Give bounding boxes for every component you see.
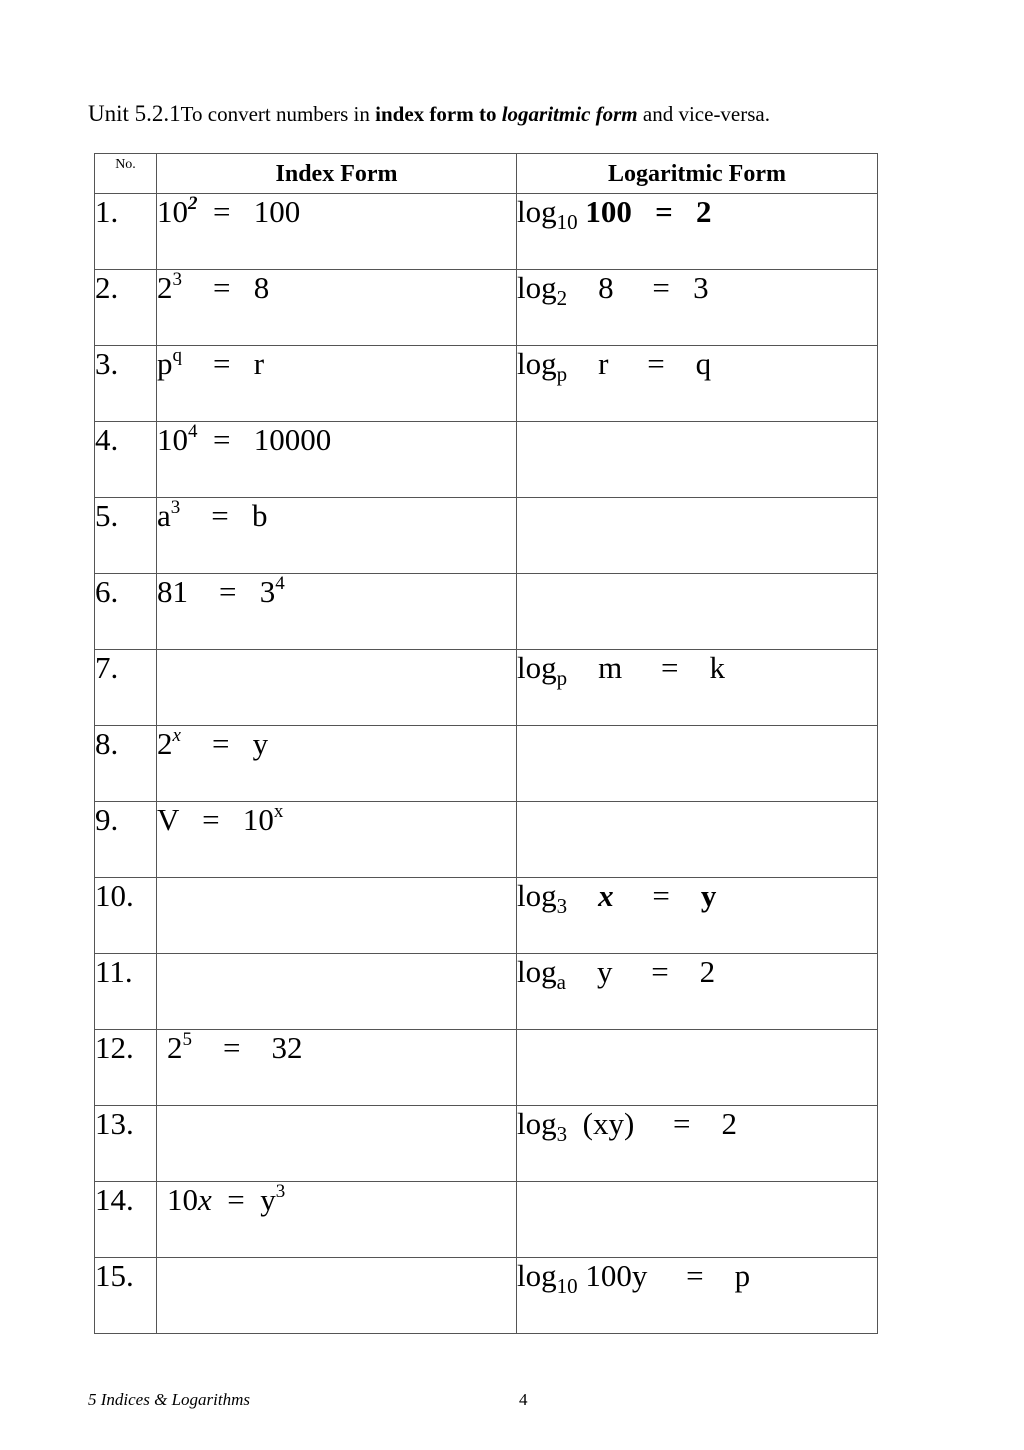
log-word: log [517,954,557,989]
row-number: 4. [95,422,157,498]
heading-text-1: To convert numbers in [180,102,376,126]
index-form-cell [157,650,517,726]
log-base: p [556,362,568,386]
table-row [95,878,878,954]
log-base: a [556,970,566,994]
index-rest: = b [180,498,268,533]
column-header-index-form: Index Form [157,154,517,194]
index-rest: = r [182,346,265,381]
index-base: p [157,346,173,381]
column-header-no: No. [95,154,157,194]
logarithmic-form-cell [517,346,878,422]
log-rest: m = k [567,650,725,685]
index-form-cell [157,1182,517,1258]
row-number: 15. [95,1258,157,1334]
table-header-row [95,154,878,194]
index-form-cell [157,346,517,422]
log-rest: (xy) = 2 [567,1106,738,1141]
logarithmic-form-cell [517,1258,878,1334]
index-form-cell [157,1106,517,1182]
unit-heading [88,101,770,127]
conversion-table [94,153,878,1334]
index-lead: 81 = [157,574,260,609]
log-base: 10 [556,210,578,234]
log-base: 2 [556,286,568,310]
index-lead: V = [157,802,243,837]
table-row [95,1030,878,1106]
logarithmic-form-cell [517,1106,878,1182]
index-base: 10 [242,802,274,837]
table-row [95,802,878,878]
index-variable: x [198,1182,212,1217]
index-form-cell [157,422,517,498]
index-form-cell [157,878,517,954]
log-base: p [556,666,568,690]
table-row [95,194,878,270]
heading-bold-text: index form to [375,102,502,126]
table-row [95,270,878,346]
index-exponent: 2 [188,193,198,214]
index-form-cell [157,1030,517,1106]
log-word: log [517,194,557,229]
table-row [95,422,878,498]
index-equals: = [211,1182,261,1217]
log-base: 3 [556,894,568,918]
index-form-cell [157,270,517,346]
row-number: 6. [95,574,157,650]
row-number: 3. [95,346,157,422]
index-exponent: 3 [172,269,182,290]
logarithmic-form-cell [517,498,878,574]
index-form-cell [157,194,517,270]
logarithmic-form-cell [517,194,878,270]
index-base: 2 [167,1030,183,1065]
index-rest: = 10000 [197,422,332,457]
row-number: 7. [95,650,157,726]
log-equals: = [613,878,701,913]
index-exponent: 5 [182,1029,192,1050]
index-rest: = 32 [192,1030,303,1065]
log-word: log [517,270,557,305]
heading-text-2: and vice-versa. [637,102,770,126]
index-base: y [260,1182,276,1217]
index-form-cell [157,726,517,802]
log-word: log [517,878,557,913]
index-form-cell [157,498,517,574]
index-exponent: 4 [188,421,198,442]
table-row [95,954,878,1030]
index-form-cell [157,574,517,650]
index-base: 10 [157,422,188,457]
log-word: log [517,346,557,381]
row-number: 14. [95,1182,157,1258]
footer-chapter-title: 5 Indices & Logarithms [88,1390,250,1409]
index-rest: = 8 [182,270,270,305]
logarithmic-form-cell [517,954,878,1030]
table-row [95,1258,878,1334]
row-number: 9. [95,802,157,878]
row-number: 1. [95,194,157,270]
row-number: 2. [95,270,157,346]
index-base: 10 [157,194,188,229]
logarithmic-form-cell [517,422,878,498]
index-form-cell [157,1258,517,1334]
table-row [95,346,878,422]
logarithmic-form-cell [517,270,878,346]
log-rest: 8 = 3 [567,270,709,305]
index-form-cell [157,802,517,878]
row-number: 12. [95,1030,157,1106]
index-lead: 10 [167,1182,198,1217]
table-row [95,650,878,726]
log-base: 3 [556,1122,568,1146]
logarithmic-form-cell [517,650,878,726]
log-rest: 100 = 2 [577,194,712,229]
table-row [95,726,878,802]
index-base: 3 [259,574,276,609]
index-exponent: 3 [170,497,181,518]
logarithmic-form-cell [517,726,878,802]
table-row [95,1106,878,1182]
heading-bold-italic-text: logaritmic form [501,102,638,126]
log-rest: 100y = p [577,1258,751,1293]
index-base: 2 [157,270,173,305]
index-exponent: q [172,345,182,366]
logarithmic-form-cell [517,1030,878,1106]
index-rest: = 100 [197,194,301,229]
index-exponent: 4 [275,573,285,594]
logarithmic-form-cell [517,574,878,650]
log-word: log [517,1106,557,1141]
column-header-logarithmic-form: Logaritmic Form [517,154,878,194]
index-rest: = y [180,726,269,761]
index-exponent: x [172,725,181,746]
index-exponent: 3 [275,1181,286,1202]
footer-page-number: 4 [519,1390,528,1409]
row-number: 5. [95,498,157,574]
log-rest: r = q [567,346,712,381]
table-row [95,574,878,650]
index-base: 2 [157,726,173,761]
row-number: 10. [95,878,157,954]
index-form-cell [157,954,517,1030]
row-number: 11. [95,954,157,1030]
logarithmic-form-cell [517,878,878,954]
index-exponent: x [273,801,284,822]
row-number: 8. [95,726,157,802]
log-rest: y = 2 [565,954,716,989]
table-row [95,1182,878,1258]
index-base: a [157,498,171,533]
log-word: log [517,1258,557,1293]
table-row [95,498,878,574]
log-base: 10 [556,1274,578,1298]
logarithmic-form-cell [517,802,878,878]
log-word: log [517,650,557,685]
unit-number: Unit 5.2.1 [88,101,181,126]
logarithmic-form-cell [517,1182,878,1258]
log-argument: x [598,878,614,913]
log-result: y [700,878,717,913]
row-number: 13. [95,1106,157,1182]
log-gap [567,878,598,913]
